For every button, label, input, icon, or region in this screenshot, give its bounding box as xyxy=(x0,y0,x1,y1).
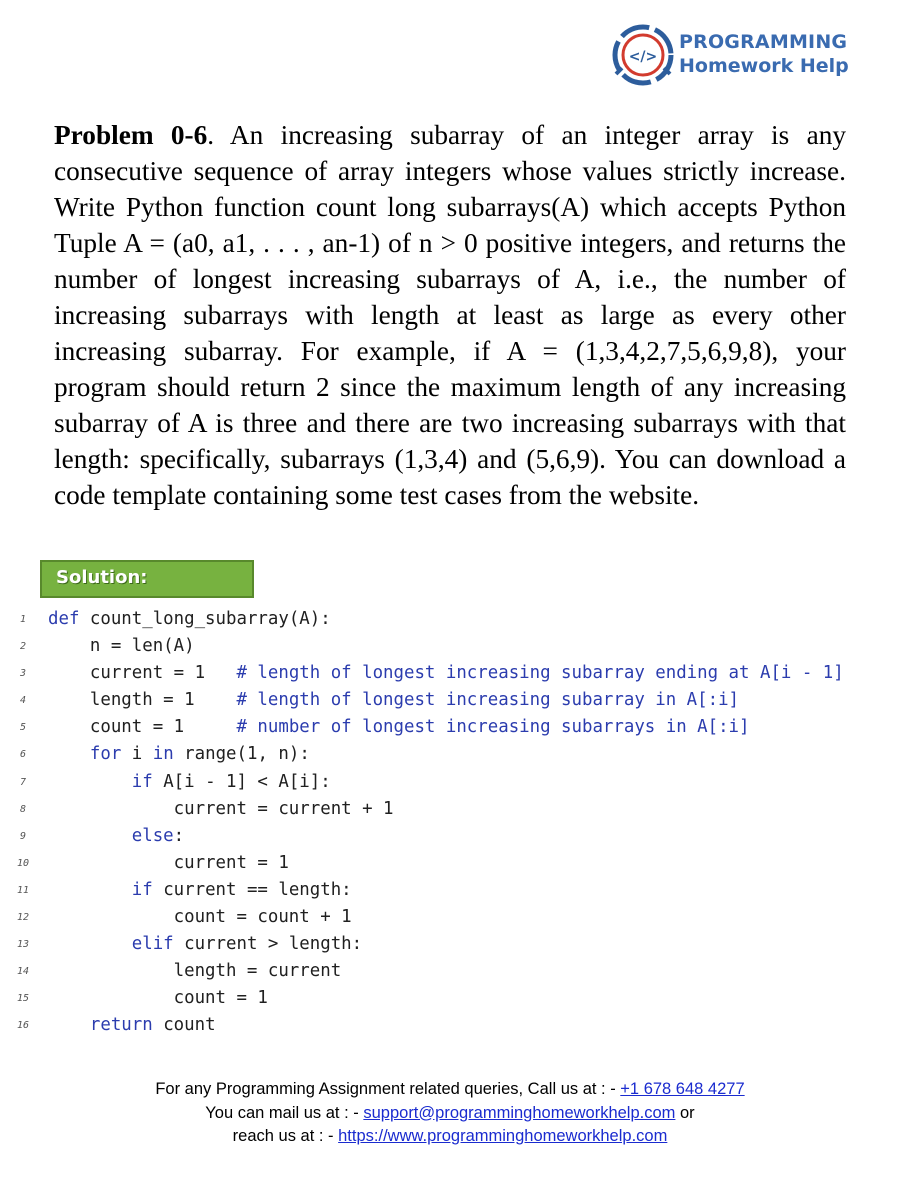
code-line xyxy=(0,877,900,904)
code-token: count xyxy=(152,1015,216,1036)
code-text xyxy=(48,769,331,796)
code-keyword: if xyxy=(131,771,153,792)
code-text xyxy=(48,741,310,768)
line-number: 3 xyxy=(19,668,27,680)
code-token: A[i - 1] < A[i]: xyxy=(152,771,331,792)
line-number: 1 xyxy=(19,614,27,625)
code-line xyxy=(0,687,900,714)
code-text xyxy=(48,931,362,958)
footer-phone-prefix: For any Programming Assignment related queries, Call us at : - xyxy=(155,1080,621,1098)
code-text xyxy=(48,904,352,931)
line-number: 7 xyxy=(19,776,27,788)
code-line xyxy=(0,931,900,958)
emblem-glyph: </> xyxy=(628,49,658,65)
footer-line-website xyxy=(0,1125,900,1149)
code-text xyxy=(48,796,394,823)
code-text xyxy=(48,633,195,660)
code-token xyxy=(48,744,90,764)
code-text xyxy=(48,985,268,1012)
code-token: n = len(A) xyxy=(48,636,195,657)
code-keyword: if xyxy=(131,879,153,900)
code-line xyxy=(0,823,900,850)
code-line xyxy=(0,1012,900,1039)
code-line xyxy=(0,769,900,796)
code-line xyxy=(0,985,900,1012)
footer-email-prefix: You can mail us at : - xyxy=(205,1103,364,1122)
code-token: count = 1 xyxy=(48,717,237,738)
code-text xyxy=(48,1012,216,1039)
line-number: 4 xyxy=(19,695,27,707)
problem-title: Problem 0-6 xyxy=(54,120,208,150)
code-line xyxy=(0,904,900,931)
problem-statement xyxy=(54,117,846,513)
line-number: 15 xyxy=(16,993,30,1005)
line-number: 16 xyxy=(16,1020,30,1032)
code-line xyxy=(0,741,900,768)
code-token xyxy=(48,1015,90,1035)
footer-website-prefix: reach us at : - xyxy=(232,1127,339,1145)
contact-footer xyxy=(0,1078,900,1149)
line-number: 9 xyxy=(19,830,27,842)
footer-email-suffix: or xyxy=(675,1103,695,1122)
line-number: 12 xyxy=(16,912,30,924)
code-keyword: in xyxy=(152,744,174,765)
problem-body: . An increasing subarray of an integer array is any consecutive sequence of array integers whose values strictly increase. Write Python function count long subarrays(A) which accepts Python Tuple A = (a0, a1, . . . , an-1) of n > 0 positive integers, and returns the number of longest increasing subarrays of A, i.e., the number of increasing subarrays with length at least as large as every other increasing subarray. For example, if A = (1,3,4,2,7,5,6,9,8), your program should return 2 since the maximum length of any increasing subarray of A is three and there are two increasing subarrays with that length: specifically, subarrays (1,3,4) and (5,6,9). You can download a code template containing some test cases from the website. xyxy=(54,120,846,510)
brand-name-line1: PROGRAMMING xyxy=(679,31,848,53)
code-text xyxy=(48,958,341,985)
code-text xyxy=(48,823,184,850)
code-line xyxy=(0,633,900,660)
code-line xyxy=(0,714,900,741)
footer-line-email xyxy=(0,1102,900,1126)
code-token: count_long_subarray(A): xyxy=(79,609,331,629)
code-token xyxy=(48,880,132,900)
line-number: 8 xyxy=(19,803,27,815)
solution-label-box xyxy=(40,560,254,598)
phone-link[interactable]: +1 678 648 4277 xyxy=(620,1080,745,1098)
code-text xyxy=(48,714,750,741)
code-text xyxy=(48,877,352,904)
code-keyword: elif xyxy=(131,934,174,955)
line-number: 10 xyxy=(16,857,30,869)
line-number: 2 xyxy=(19,641,27,653)
line-number: 13 xyxy=(16,939,30,951)
code-text xyxy=(48,687,739,714)
code-line xyxy=(0,850,900,877)
code-comment: # length of longest increasing subarray in A[:i] xyxy=(236,690,740,711)
code-token: current = 1 xyxy=(48,852,289,873)
code-keyword: else xyxy=(131,825,174,846)
code-text xyxy=(48,606,331,633)
code-text xyxy=(48,660,844,687)
code-token: count = count + 1 xyxy=(48,907,352,928)
code-emblem-icon xyxy=(612,24,674,86)
line-number: 11 xyxy=(16,884,30,896)
code-token: current == length: xyxy=(152,879,352,900)
solution-label: Solution: xyxy=(56,567,148,588)
code-line xyxy=(0,796,900,823)
brand-logo xyxy=(612,24,862,92)
email-link[interactable]: support@programminghomeworkhelp.com xyxy=(363,1103,676,1122)
code-token: current = 1 xyxy=(48,663,237,684)
code-token: length = 1 xyxy=(48,690,237,711)
code-line xyxy=(0,660,900,687)
code-token: range(1, n): xyxy=(173,744,310,765)
website-link[interactable]: https://www.programminghomeworkhelp.com xyxy=(338,1127,668,1145)
code-token: count = 1 xyxy=(48,988,268,1009)
code-token: current = current + 1 xyxy=(48,798,394,819)
line-number: 6 xyxy=(19,749,27,761)
footer-line-phone xyxy=(0,1078,900,1102)
code-text xyxy=(48,850,289,877)
code-token: i xyxy=(121,744,153,765)
code-comment: # number of longest increasing subarrays in A[:i] xyxy=(236,717,750,738)
brand-name-line2: Homework Help xyxy=(679,55,849,77)
code-comment: # length of longest increasing subarray ending at A[i - 1] xyxy=(236,663,844,684)
code-listing xyxy=(0,606,900,1040)
code-token: current > length: xyxy=(173,934,363,955)
code-token: length = current xyxy=(48,961,342,982)
line-number: 5 xyxy=(19,722,27,734)
code-token: : xyxy=(173,825,185,846)
code-line xyxy=(0,958,900,985)
code-keyword: for xyxy=(89,744,122,765)
code-token xyxy=(48,826,132,846)
code-keyword: def xyxy=(48,609,80,629)
code-line xyxy=(0,606,900,633)
code-token xyxy=(48,934,132,954)
code-token xyxy=(48,772,132,792)
line-number: 14 xyxy=(16,966,30,978)
code-keyword: return xyxy=(89,1015,153,1036)
